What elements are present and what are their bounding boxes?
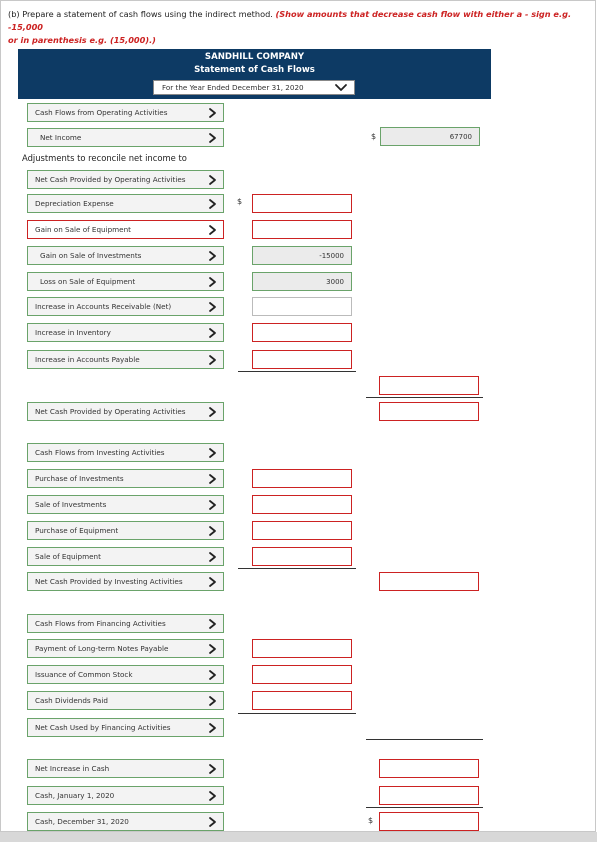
- chevron-down-icon: [207, 327, 219, 339]
- increase-inventory-input[interactable]: [252, 323, 352, 342]
- sale-investments-input[interactable]: [252, 495, 352, 514]
- input-value: 67700: [449, 133, 472, 141]
- dropdown-gain-sale-equipment[interactable]: [27, 220, 224, 239]
- dropdown-label: Sale of Investments: [35, 500, 107, 509]
- dropdown-purchase-equipment[interactable]: [27, 521, 224, 540]
- purchase-investments-input[interactable]: [252, 469, 352, 488]
- increase-accounts-receivable-input[interactable]: [252, 297, 352, 316]
- chevron-down-icon: [207, 499, 219, 511]
- dropdown-label: Payment of Long-term Notes Payable: [35, 644, 169, 653]
- gain-sale-equipment-input[interactable]: [252, 220, 352, 239]
- dropdown-label: Net Income: [40, 133, 82, 142]
- dropdown-gain-sale-investments[interactable]: [27, 246, 224, 265]
- dropdown-label: Net Cash Provided by Investing Activities: [35, 577, 183, 586]
- dropdown-cash-flows-investing-header[interactable]: [27, 443, 224, 462]
- dropdown-label: Net Cash Provided by Operating Activities: [35, 175, 186, 184]
- dropdown-cash-flows-operating-header[interactable]: [27, 103, 224, 122]
- input-value: 3000: [326, 278, 344, 286]
- chevron-down-icon: [207, 695, 219, 707]
- subtotal-rule: [238, 371, 356, 372]
- dropdown-loss-sale-equipment[interactable]: [27, 272, 224, 291]
- chevron-down-icon: [207, 132, 219, 144]
- currency-symbol: $: [368, 816, 374, 825]
- input-value: -15000: [319, 252, 344, 260]
- chevron-down-icon: [207, 301, 219, 313]
- net-income-input[interactable]: [380, 127, 480, 146]
- chevron-down-icon: [207, 763, 219, 775]
- chevron-down-icon: [207, 107, 219, 119]
- dropdown-label: Cash, January 1, 2020: [35, 791, 115, 800]
- chevron-down-icon: [207, 224, 219, 236]
- subtotal-rule: [366, 739, 483, 740]
- dropdown-net-cash-operating-subheader[interactable]: [27, 170, 224, 189]
- chevron-down-icon: [207, 722, 219, 734]
- dropdown-label: Purchase of Investments: [35, 474, 124, 483]
- depreciation-expense-input[interactable]: [252, 194, 352, 213]
- chevron-down-icon: [207, 790, 219, 802]
- dropdown-net-income[interactable]: [27, 128, 224, 147]
- cash-december-input[interactable]: [379, 812, 479, 831]
- instructions-emphasis-2: or in parenthesis e.g. (15,000).): [8, 35, 156, 45]
- loss-sale-equipment-input[interactable]: [252, 272, 352, 291]
- instructions-emphasis-1: (Show amounts that decrease cash flow with either a - sign e.g. -15,000: [8, 9, 572, 32]
- dropdown-net-increase-cash[interactable]: [27, 759, 224, 778]
- dropdown-cash-dividends-paid[interactable]: [27, 691, 224, 710]
- dropdown-cash-flows-financing-header[interactable]: [27, 614, 224, 633]
- dropdown-label: Cash Flows from Investing Activities: [35, 448, 165, 457]
- dropdown-cash-january[interactable]: [27, 786, 224, 805]
- chevron-down-icon: [332, 82, 350, 94]
- chevron-down-icon: [207, 643, 219, 655]
- chevron-down-icon: [207, 354, 219, 366]
- statement-header: [18, 49, 491, 99]
- cash-january-input[interactable]: [379, 786, 479, 805]
- statement-title: Statement of Cash Flows: [194, 65, 315, 75]
- dropdown-label: Purchase of Equipment: [35, 526, 119, 535]
- chevron-down-icon: [207, 576, 219, 588]
- net-cash-operating-input[interactable]: [379, 402, 479, 421]
- purchase-equipment-input[interactable]: [252, 521, 352, 540]
- dropdown-label: Increase in Inventory: [35, 328, 111, 337]
- dropdown-label: Cash Flows from Operating Activities: [35, 108, 168, 117]
- dropdown-label: Issuance of Common Stock: [35, 670, 133, 679]
- period-label: For the Year Ended December 31, 2020: [162, 83, 304, 92]
- dropdown-label: Gain on Sale of Investments: [40, 251, 142, 260]
- dropdown-cash-december[interactable]: [27, 812, 224, 831]
- dropdown-label: Increase in Accounts Payable: [35, 355, 140, 364]
- subtotal-rule: [238, 568, 356, 569]
- chevron-down-icon: [207, 816, 219, 828]
- dropdown-label: Loss on Sale of Equipment: [40, 277, 136, 286]
- dropdown-label: Increase in Accounts Receivable (Net): [35, 302, 172, 311]
- chevron-down-icon: [207, 473, 219, 485]
- dropdown-label: Cash Flows from Financing Activities: [35, 619, 166, 628]
- dropdown-label: Depreciation Expense: [35, 199, 114, 208]
- dropdown-label: Net Cash Used by Financing Activities: [35, 723, 171, 732]
- subtotal-rule: [366, 397, 483, 398]
- dropdown-label: Net Increase in Cash: [35, 764, 110, 773]
- dropdown-label: Net Cash Provided by Operating Activities: [35, 407, 186, 416]
- dropdown-depreciation-expense[interactable]: [27, 194, 224, 213]
- dropdown-sale-investments[interactable]: [27, 495, 224, 514]
- chevron-down-icon: [207, 276, 219, 288]
- dropdown-label: Sale of Equipment: [35, 552, 101, 561]
- dropdown-increase-accounts-payable[interactable]: [27, 350, 224, 369]
- instructions-part: (b) Prepare a statement of cash flows using the indirect method.: [8, 9, 273, 19]
- dropdown-label: Cash Dividends Paid: [35, 696, 108, 705]
- instructions: [8, 8, 593, 47]
- currency-symbol: $: [237, 197, 243, 206]
- chevron-down-icon: [207, 250, 219, 262]
- chevron-down-icon: [207, 198, 219, 210]
- chevron-down-icon: [207, 669, 219, 681]
- gain-sale-investments-input[interactable]: [252, 246, 352, 265]
- dropdown-increase-inventory[interactable]: [27, 323, 224, 342]
- currency-symbol: $: [371, 132, 377, 141]
- dropdown-net-cash-investing[interactable]: [27, 572, 224, 591]
- cash-dividends-paid-input[interactable]: [252, 691, 352, 710]
- dropdown-purchase-investments[interactable]: [27, 469, 224, 488]
- net-cash-operating-adjustments-input[interactable]: [379, 376, 479, 395]
- bottom-scrollbar[interactable]: [0, 832, 597, 842]
- net-cash-investing-input[interactable]: [379, 572, 479, 591]
- chevron-down-icon: [207, 447, 219, 459]
- chevron-down-icon: [207, 618, 219, 630]
- dropdown-payment-long-term-notes[interactable]: [27, 639, 224, 658]
- dropdown-net-cash-operating-total[interactable]: [27, 402, 224, 421]
- chevron-down-icon: [207, 406, 219, 418]
- adjustments-label: Adjustments to reconcile net income to: [22, 153, 187, 163]
- chevron-down-icon: [207, 174, 219, 186]
- dropdown-sale-equipment[interactable]: [27, 547, 224, 566]
- subtotal-rule: [366, 807, 483, 808]
- payment-long-term-notes-input[interactable]: [252, 639, 352, 658]
- dropdown-net-cash-financing[interactable]: [27, 718, 224, 737]
- dropdown-label: Gain on Sale of Equipment: [35, 225, 131, 234]
- sale-equipment-input[interactable]: [252, 547, 352, 566]
- dropdown-increase-accounts-receivable[interactable]: [27, 297, 224, 316]
- issuance-common-stock-input[interactable]: [252, 665, 352, 684]
- chevron-down-icon: [207, 551, 219, 563]
- dropdown-label: Cash, December 31, 2020: [35, 817, 129, 826]
- increase-accounts-payable-input[interactable]: [252, 350, 352, 369]
- period-dropdown[interactable]: [153, 80, 355, 95]
- company-name: SANDHILL COMPANY: [204, 52, 305, 62]
- net-increase-cash-input[interactable]: [379, 759, 479, 778]
- dropdown-issuance-common-stock[interactable]: [27, 665, 224, 684]
- chevron-down-icon: [207, 525, 219, 537]
- subtotal-rule: [238, 713, 356, 714]
